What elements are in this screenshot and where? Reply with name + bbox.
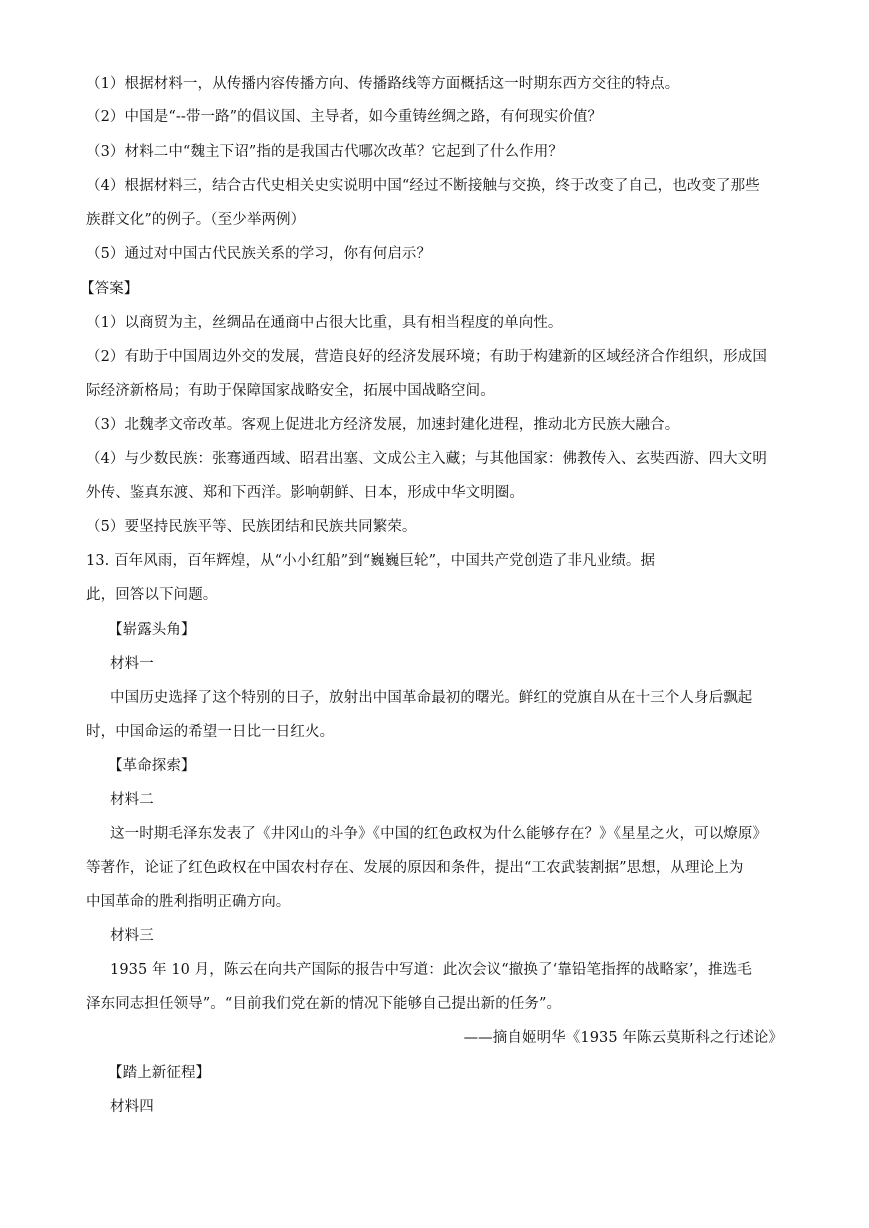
material-3-source: ——摘自姬明华《1935 年陈云莫斯科之行述论》 — [463, 1030, 783, 1046]
answer-4: （4）与少数民族：张骞通西域、昭君出塞、文成公主入藏；与其他国家：佛教传入、玄奘西游、四大文明 — [86, 451, 767, 467]
material-2-line-1: 这一时期毛泽东发表了《井冈山的斗争》《中国的红色政权为什么能够存在？》《星星之火，可以燎原》 — [110, 826, 768, 842]
answer-3: （3）北魏孝文帝改革。客观上促进北方经济发展，加速封建化进程，推动北方民族大融合。 — [86, 417, 680, 433]
section-title-3: 【踏上新征程】 — [108, 1065, 211, 1081]
q12-sub-question-1: （1）根据材料一，从传播内容传播方向、传播路线等方面概括这一时期东西方交往的特点。 — [86, 76, 680, 92]
q12-sub-question-5: （5）通过对中国古代民族关系的学习，你有何启示？ — [86, 246, 432, 262]
material-2-line-2: 等著作，论证了红色政权在中国农村存在、发展的原因和条件，提出“工农武装割据”思想，从理论上为 — [86, 860, 744, 876]
answer-1: （1）以商贸为主，丝绸品在通商中占很大比重，具有相当程度的单向性。 — [86, 315, 563, 331]
q12-sub-question-4: （4）根据材料三，结合古代史相关史实说明中国“经过不断接触与交换，终于改变了自己，也改变了那些 — [86, 178, 760, 194]
material-1-line-2: 时，中国命运的希望一日比一日红火。 — [86, 724, 335, 740]
q13-stem-cont: 此，回答以下问题。 — [86, 587, 218, 603]
material-3-line-2: 泽东同志担任领导”。“目前我们党在新的情况下能够自己提出新的任务”。 — [86, 996, 562, 1012]
material-2-label: 材料二 — [110, 792, 154, 808]
material-3-label: 材料三 — [110, 928, 154, 944]
answer-5: （5）要坚持民族平等、民族团结和民族共同繁荣。 — [86, 519, 417, 535]
q13-stem: 13. 百年风雨，百年辉煌，从“小小红船”到“巍巍巨轮”，中国共产党创造了非凡业绩。据 — [86, 553, 656, 569]
answer-heading: 【答案】 — [80, 281, 139, 297]
material-2-line-3: 中国革命的胜利指明正确方向。 — [86, 894, 291, 910]
q12-sub-question-2: （2）中国是“--带一路”的倡议国、主导者，如今重铸丝绸之路，有何现实价值？ — [86, 109, 603, 125]
answer-2: （2）有助于中国周边外交的发展，营造良好的经济发展环境；有助于构建新的区域经济合作组织，形成国 — [86, 349, 767, 365]
section-title-1: 【崭露头角】 — [108, 622, 196, 638]
material-4-label: 材料四 — [110, 1099, 154, 1115]
section-title-2: 【革命探索】 — [108, 758, 196, 774]
material-1-label: 材料一 — [110, 656, 154, 672]
q12-sub-question-3: （3）材料二中“魏主下诏”指的是我国古代哪次改革？它起到了什么作用？ — [86, 144, 563, 160]
answer-2-cont: 际经济新格局；有助于保障国家战略安全，拓展中国战略空间。 — [86, 383, 495, 399]
material-1-line-1: 中国历史选择了这个特别的日子，放射出中国革命最初的曙光。鲜红的党旗自从在十三个人身后飘起 — [110, 690, 753, 706]
material-3-line-1: 1935 年 10 月，陈云在向共产国际的报告中写道：此次会议“撤换了‘靠铅笔指挥的战略家’，推选毛 — [110, 962, 752, 978]
q12-sub-question-4-cont: 族群文化”的例子。（至少举两例） — [86, 212, 306, 228]
answer-4-cont: 外传、鉴真东渡、郑和下西洋。影响朝鲜、日本，形成中华文明圈。 — [86, 485, 524, 501]
